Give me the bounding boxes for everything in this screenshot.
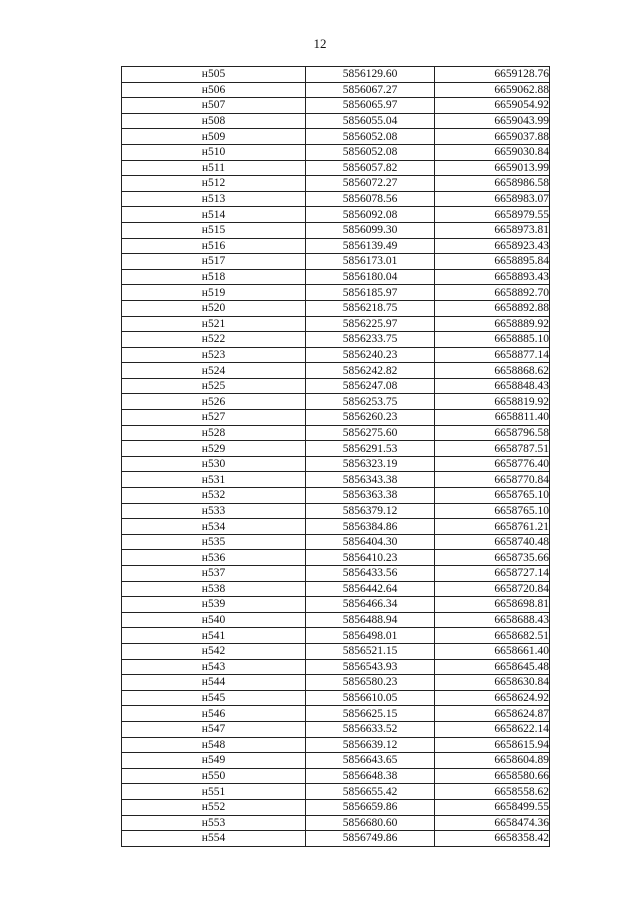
table-row [122,706,550,722]
y-coordinate-cell: 6658868.62 [435,363,550,379]
x-coordinate-cell: 5856323.19 [306,456,435,472]
point-name-cell: н518 [122,269,306,285]
x-coordinate-cell: 5856067.27 [306,82,435,98]
point-name-cell: н529 [122,441,306,457]
y-coordinate-cell: 6658765.10 [435,488,550,504]
point-name-cell: н545 [122,690,306,706]
x-coordinate-cell: 5856639.12 [306,737,435,753]
point-name-cell: н550 [122,768,306,784]
y-coordinate-cell: 6658615.94 [435,737,550,753]
table-row [122,113,550,129]
table-row [122,519,550,535]
y-coordinate-cell: 6658499.55 [435,799,550,815]
table-row [122,441,550,457]
x-coordinate-cell: 5856433.56 [306,566,435,582]
y-coordinate-cell: 6658983.07 [435,191,550,207]
x-coordinate-cell: 5856498.01 [306,628,435,644]
table-row [122,410,550,426]
table-row [122,799,550,815]
y-coordinate-cell: 6658682.51 [435,628,550,644]
table-row [122,300,550,316]
point-name-cell: н554 [122,831,306,847]
x-coordinate-cell: 5856488.94 [306,612,435,628]
point-name-cell: н520 [122,300,306,316]
y-coordinate-cell: 6658740.48 [435,534,550,550]
y-coordinate-cell: 6658558.62 [435,784,550,800]
point-name-cell: н509 [122,129,306,145]
x-coordinate-cell: 5856078.56 [306,191,435,207]
y-coordinate-cell: 6658688.43 [435,612,550,628]
x-coordinate-cell: 5856065.97 [306,98,435,114]
point-name-cell: н524 [122,363,306,379]
y-coordinate-cell: 6658624.87 [435,706,550,722]
y-coordinate-cell: 6658811.40 [435,410,550,426]
x-coordinate-cell: 5856052.08 [306,129,435,145]
point-name-cell: н512 [122,176,306,192]
coordinates-table [121,66,550,847]
point-name-cell: н515 [122,222,306,238]
point-name-cell: н537 [122,566,306,582]
x-coordinate-cell: 5856218.75 [306,300,435,316]
table-row [122,82,550,98]
table-row [122,332,550,348]
table-row [122,753,550,769]
point-name-cell: н517 [122,254,306,270]
table-row [122,129,550,145]
point-name-cell: н507 [122,98,306,114]
table-row [122,191,550,207]
x-coordinate-cell: 5856410.23 [306,550,435,566]
point-name-cell: н546 [122,706,306,722]
y-coordinate-cell: 6658761.21 [435,519,550,535]
x-coordinate-cell: 5856057.82 [306,160,435,176]
y-coordinate-cell: 6658819.92 [435,394,550,410]
table-row [122,144,550,160]
x-coordinate-cell: 5856384.86 [306,519,435,535]
y-coordinate-cell: 6658973.81 [435,222,550,238]
table-row [122,67,550,83]
table-row [122,472,550,488]
point-name-cell: н519 [122,285,306,301]
y-coordinate-cell: 6658580.66 [435,768,550,784]
x-coordinate-cell: 5856363.38 [306,488,435,504]
point-name-cell: н536 [122,550,306,566]
point-name-cell: н506 [122,82,306,98]
y-coordinate-cell: 6658776.40 [435,456,550,472]
x-coordinate-cell: 5856052.08 [306,144,435,160]
point-name-cell: н513 [122,191,306,207]
point-name-cell: н534 [122,519,306,535]
point-name-cell: н510 [122,144,306,160]
y-coordinate-cell: 6659037.88 [435,129,550,145]
y-coordinate-cell: 6658787.51 [435,441,550,457]
x-coordinate-cell: 5856233.75 [306,332,435,348]
point-name-cell: н544 [122,675,306,691]
table-row [122,363,550,379]
x-coordinate-cell: 5856253.75 [306,394,435,410]
x-coordinate-cell: 5856610.05 [306,690,435,706]
point-name-cell: н551 [122,784,306,800]
x-coordinate-cell: 5856379.12 [306,503,435,519]
table-row [122,316,550,332]
y-coordinate-cell: 6658645.48 [435,659,550,675]
y-coordinate-cell: 6658474.36 [435,815,550,831]
y-coordinate-cell: 6658735.66 [435,550,550,566]
x-coordinate-cell: 5856655.42 [306,784,435,800]
point-name-cell: н528 [122,425,306,441]
point-name-cell: н553 [122,815,306,831]
table-row [122,207,550,223]
table-row [122,160,550,176]
y-coordinate-cell: 6658893.43 [435,269,550,285]
point-name-cell: н511 [122,160,306,176]
table-row [122,222,550,238]
x-coordinate-cell: 5856225.97 [306,316,435,332]
point-name-cell: н522 [122,332,306,348]
y-coordinate-cell: 6659062.88 [435,82,550,98]
point-name-cell: н516 [122,238,306,254]
x-coordinate-cell: 5856099.30 [306,222,435,238]
point-name-cell: н526 [122,394,306,410]
point-name-cell: н505 [122,67,306,83]
x-coordinate-cell: 5856343.38 [306,472,435,488]
table-row [122,675,550,691]
table-row [122,285,550,301]
table-row [122,378,550,394]
y-coordinate-cell: 6658624.92 [435,690,550,706]
x-coordinate-cell: 5856260.23 [306,410,435,426]
point-name-cell: н552 [122,799,306,815]
x-coordinate-cell: 5856242.82 [306,363,435,379]
point-name-cell: н540 [122,612,306,628]
point-name-cell: н532 [122,488,306,504]
page-number: 12 [313,36,327,51]
y-coordinate-cell: 6658358.42 [435,831,550,847]
table-row [122,98,550,114]
y-coordinate-cell: 6659128.76 [435,67,550,83]
table-row [122,176,550,192]
table-row [122,394,550,410]
y-coordinate-cell: 6658765.10 [435,503,550,519]
y-coordinate-cell: 6658727.14 [435,566,550,582]
y-coordinate-cell: 6659054.92 [435,98,550,114]
x-coordinate-cell: 5856275.60 [306,425,435,441]
point-name-cell: н533 [122,503,306,519]
x-coordinate-cell: 5856648.38 [306,768,435,784]
point-name-cell: н547 [122,721,306,737]
x-coordinate-cell: 5856185.97 [306,285,435,301]
table-row [122,831,550,847]
y-coordinate-cell: 6658848.43 [435,378,550,394]
x-coordinate-cell: 5856625.15 [306,706,435,722]
table-row [122,456,550,472]
y-coordinate-cell: 6658604.89 [435,753,550,769]
point-name-cell: н543 [122,659,306,675]
point-name-cell: н521 [122,316,306,332]
point-name-cell: н538 [122,581,306,597]
table-row [122,597,550,613]
table-row [122,566,550,582]
table-row [122,737,550,753]
point-name-cell: н525 [122,378,306,394]
y-coordinate-cell: 6658698.81 [435,597,550,613]
x-coordinate-cell: 5856659.86 [306,799,435,815]
x-coordinate-cell: 5856521.15 [306,643,435,659]
table-row [122,425,550,441]
table-row [122,784,550,800]
coordinates-table-body [122,67,550,847]
point-name-cell: н531 [122,472,306,488]
x-coordinate-cell: 5856543.93 [306,659,435,675]
x-coordinate-cell: 5856749.86 [306,831,435,847]
table-row [122,503,550,519]
y-coordinate-cell: 6658892.88 [435,300,550,316]
y-coordinate-cell: 6659013.99 [435,160,550,176]
table-row [122,690,550,706]
x-coordinate-cell: 5856247.08 [306,378,435,394]
table-row [122,612,550,628]
y-coordinate-cell: 6659043.99 [435,113,550,129]
point-name-cell: н549 [122,753,306,769]
table-row [122,254,550,270]
x-coordinate-cell: 5856139.49 [306,238,435,254]
y-coordinate-cell: 6658661.40 [435,643,550,659]
y-coordinate-cell: 6658720.84 [435,581,550,597]
y-coordinate-cell: 6658979.55 [435,207,550,223]
table-row [122,768,550,784]
table-row [122,488,550,504]
table-row [122,534,550,550]
table-row [122,628,550,644]
table-row [122,643,550,659]
table-row [122,581,550,597]
y-coordinate-cell: 6658889.92 [435,316,550,332]
x-coordinate-cell: 5856092.08 [306,207,435,223]
point-name-cell: н548 [122,737,306,753]
table-row [122,347,550,363]
y-coordinate-cell: 6658770.84 [435,472,550,488]
table-row [122,238,550,254]
point-name-cell: н542 [122,643,306,659]
x-coordinate-cell: 5856240.23 [306,347,435,363]
x-coordinate-cell: 5856072.27 [306,176,435,192]
y-coordinate-cell: 6659030.84 [435,144,550,160]
x-coordinate-cell: 5856643.65 [306,753,435,769]
table-row [122,721,550,737]
point-name-cell: н523 [122,347,306,363]
table-row [122,815,550,831]
y-coordinate-cell: 6658877.14 [435,347,550,363]
point-name-cell: н514 [122,207,306,223]
y-coordinate-cell: 6658892.70 [435,285,550,301]
point-name-cell: н541 [122,628,306,644]
point-name-cell: н530 [122,456,306,472]
x-coordinate-cell: 5856173.01 [306,254,435,270]
y-coordinate-cell: 6658885.10 [435,332,550,348]
x-coordinate-cell: 5856680.60 [306,815,435,831]
y-coordinate-cell: 6658796.58 [435,425,550,441]
point-name-cell: н527 [122,410,306,426]
y-coordinate-cell: 6658986.58 [435,176,550,192]
table-row [122,269,550,285]
x-coordinate-cell: 5856129.60 [306,67,435,83]
x-coordinate-cell: 5856404.30 [306,534,435,550]
x-coordinate-cell: 5856180.04 [306,269,435,285]
x-coordinate-cell: 5856466.34 [306,597,435,613]
point-name-cell: н535 [122,534,306,550]
point-name-cell: н539 [122,597,306,613]
y-coordinate-cell: 6658622.14 [435,721,550,737]
x-coordinate-cell: 5856055.04 [306,113,435,129]
y-coordinate-cell: 6658923.43 [435,238,550,254]
x-coordinate-cell: 5856633.52 [306,721,435,737]
table-row [122,659,550,675]
table-row [122,550,550,566]
x-coordinate-cell: 5856442.64 [306,581,435,597]
x-coordinate-cell: 5856291.53 [306,441,435,457]
x-coordinate-cell: 5856580.23 [306,675,435,691]
y-coordinate-cell: 6658895.84 [435,254,550,270]
point-name-cell: н508 [122,113,306,129]
y-coordinate-cell: 6658630.84 [435,675,550,691]
